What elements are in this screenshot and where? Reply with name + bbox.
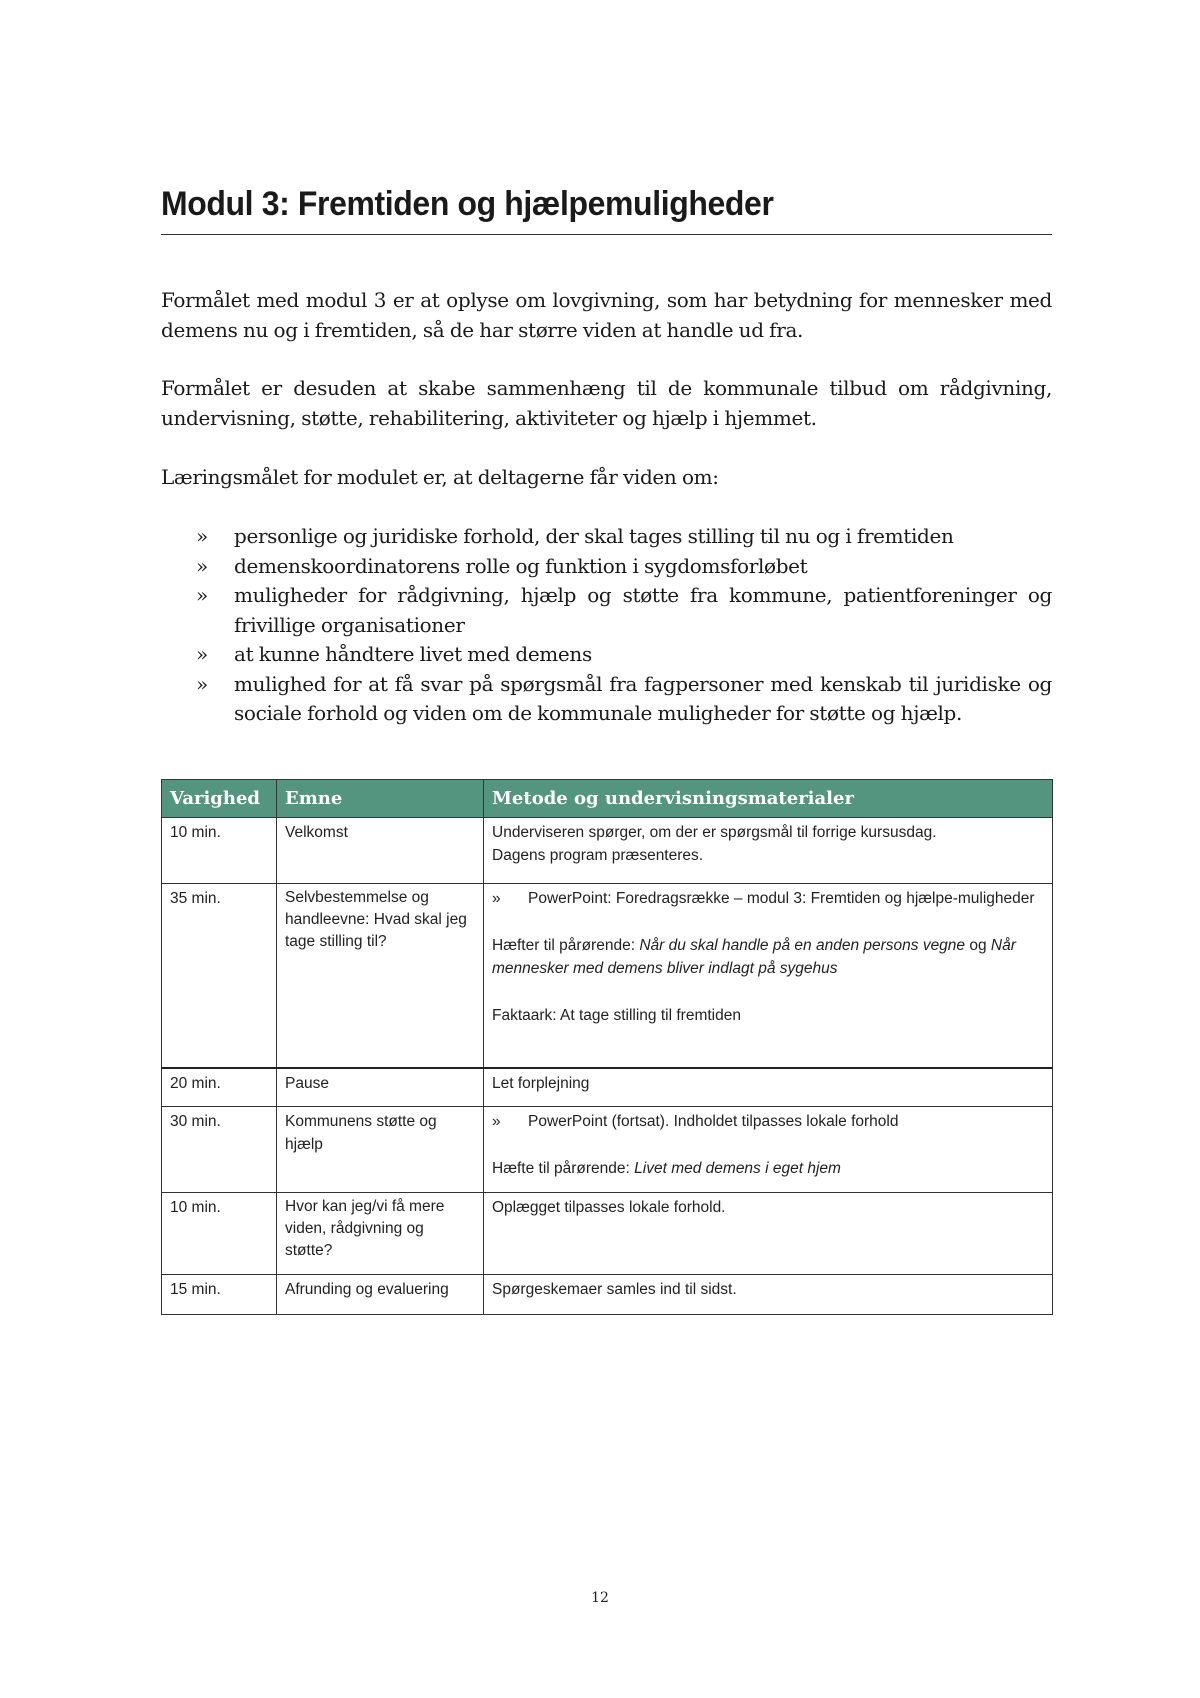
learning-goals-list [161,522,1052,729]
list-item [161,640,1052,670]
method-cell [484,1107,1053,1193]
title-underline [161,234,1052,235]
column-header-method: Metode og undervisningsmaterialer [484,780,1053,818]
page-title: Modul 3: Fremtiden og hjælpemuligheder [161,185,774,223]
list-item [161,670,1052,729]
method-text: Dagens program præsenteres. [492,847,704,864]
table-row [162,1193,1053,1275]
method-cell: Let forplejning [484,1068,1053,1107]
table-row [162,1275,1053,1315]
topic-cell: Kommunens støtte og hjælp [277,1107,484,1193]
duration-cell: 10 min. [162,1193,277,1275]
duration-cell: 35 min. [162,884,277,1069]
bullet-marker: » [196,524,208,548]
booklet-title: Livet med demens i eget hjem [634,1160,841,1177]
method-cell [484,818,1053,884]
topic-cell: Velkomst [277,818,484,884]
duration-cell: 20 min. [162,1068,277,1107]
table-header-row [162,780,1053,818]
method-text: Underviseren spørger, om der er spørgsmål til forrige kursusdag. [492,824,937,841]
schedule-table [161,779,1053,1315]
bullet-marker: » [196,583,208,607]
booklet-text [492,1157,1044,1180]
method-cell: Spørgeskemaer samles ind til sidst. [484,1275,1053,1315]
list-item [161,581,1052,640]
method-cell: Oplægget tilpasses lokale forhold. [484,1193,1053,1275]
column-header-topic: Emne [277,780,484,818]
method-cell [484,884,1053,1069]
bullet-marker: » [492,890,501,907]
column-header-duration: Varighed [162,780,277,818]
table-row [162,1068,1053,1107]
booklets-text [492,934,1044,980]
list-item [161,522,1052,552]
bullet-marker: » [492,1113,501,1130]
table-row [162,1107,1053,1193]
topic-cell: Pause [277,1068,484,1107]
page-number: 12 [591,1590,609,1606]
duration-cell: 15 min. [162,1275,277,1315]
table-row [162,818,1053,884]
purpose-paragraph: Formålet med modul 3 er at oplyse om lovgivning, som har betydning for mennesker med demens nu og i fremtiden, så de har større viden at handle ud fra. [161,288,1052,342]
bullet-marker: » [196,642,208,666]
booklets-joiner: og [965,937,991,954]
booklet-title: Når mennesker med demens bliver indlagt på sygehus [492,937,1016,977]
bullet-marker: » [196,553,208,578]
method-bullet [492,887,1044,910]
bullet-marker: » [196,671,208,696]
booklet-prefix: Hæfte til pårørende: [492,1160,635,1177]
method-bullet [492,1110,1044,1133]
topic-cell: Afrunding og evaluering [277,1275,484,1315]
booklets-prefix: Hæfter til pårørende: [492,937,640,954]
topic-cell: Selvbestemmelse og handleevne: Hvad skal jeg tage stilling til? [277,884,484,1069]
duration-cell: 10 min. [162,818,277,884]
method-bullet-text: PowerPoint: Foredragsrække – modul 3: Fremtiden og hjælpe-muligheder [528,890,1035,907]
list-item-text: at kunne håndtere livet med demens [234,642,592,666]
list-item [161,552,1052,582]
duration-cell: 30 min. [162,1107,277,1193]
list-item-text: mulighed for at få svar på spørgsmål fra fagpersoner med kenskab til juridiske og sociale forhold og viden om de kommunale muligheder for støtte og hjælp. [234,671,1052,725]
topic-cell: Hvor kan jeg/vi få mere viden, rådgivning og støtte? [277,1193,484,1275]
connection-paragraph: Formålet er desuden at skabe sammenhæng til de kommunale tilbud om rådgivning, undervisning, støtte, rehabilitering, aktiviteter og hjælp i hjemmet. [161,376,1052,430]
method-bullet-text: PowerPoint (fortsat). Indholdet tilpasses lokale forhold [528,1113,899,1130]
factsheet-text: Faktaark: At tage stilling til fremtiden [492,1007,741,1024]
learning-goal-intro: Læringsmålet for modulet er, at deltagerne får viden om: [161,465,719,489]
table-row [162,884,1053,1069]
list-item-text: demenskoordinatorens rolle og funktion i sygdomsforløbet [234,553,808,578]
booklet-title: Når du skal handle på en anden persons vegne [639,937,966,954]
list-item-text: muligheder for rådgivning, hjælp og støtte fra kommune, patientforeninger og frivillige organisationer [234,583,1052,637]
list-item-text: personlige og juridiske forhold, der skal tages stilling til nu og i fremtiden [234,524,954,548]
